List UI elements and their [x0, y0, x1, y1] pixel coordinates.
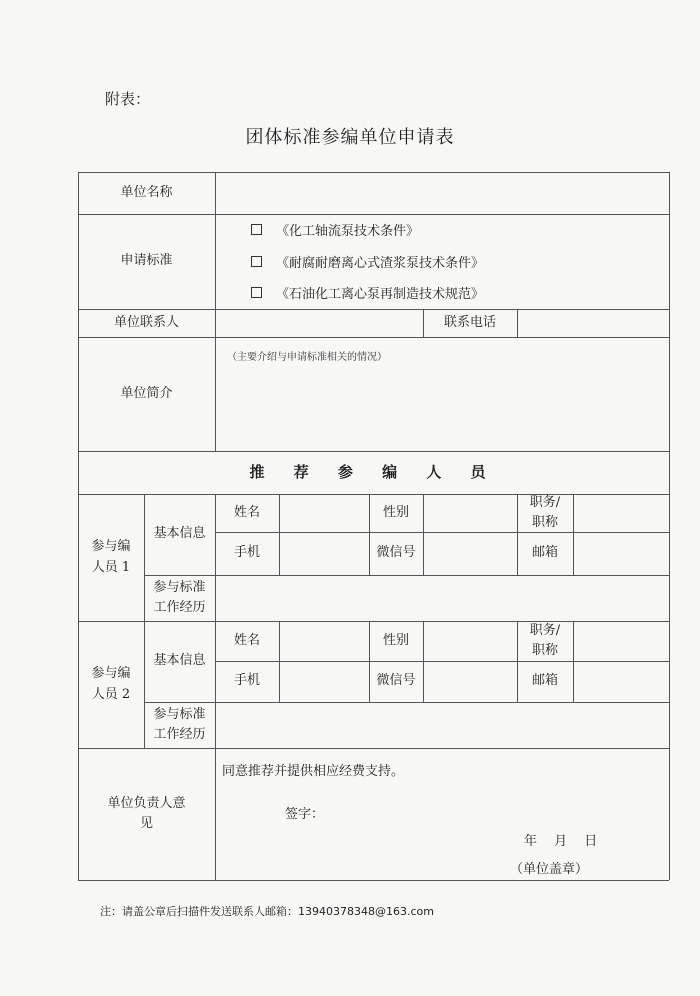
attachment-label: 附表： [105, 90, 151, 108]
experience-label [144, 575, 215, 621]
col-divider [423, 621, 424, 702]
col-divider [279, 621, 280, 702]
standard-option-label: 《耐腐耐磨离心式渣浆泵技术条件》 [276, 256, 485, 271]
footer-note: 注：请盖公章后扫描件发送联系人邮箱：13940378348@163.com [100, 905, 434, 918]
recommend-section-title [78, 451, 669, 494]
position-label-text: 职务/职称 [529, 494, 561, 530]
experience-label-text: 参与标准工作经历 [153, 706, 206, 742]
row-divider [144, 575, 669, 576]
form-border-bottom [78, 880, 669, 881]
position-label [517, 494, 573, 532]
signature-label: 签字： [285, 807, 325, 822]
mobile-label: 手机 [233, 673, 260, 689]
row-divider [215, 661, 669, 662]
member-2-label-text: 参与编人员 2 [91, 666, 131, 702]
opinion-label-text: 单位负责人意见 [107, 795, 186, 831]
col-divider [573, 494, 574, 575]
row-divider [144, 702, 669, 703]
member-1-label-text: 参与编人员 1 [91, 539, 131, 575]
email-label: 邮箱 [531, 545, 558, 561]
contact-phone-field[interactable] [518, 310, 668, 337]
col-divider [423, 494, 424, 575]
name-label: 姓名 [233, 632, 260, 648]
unit-name-field[interactable] [216, 173, 668, 214]
standard-option-1[interactable] [251, 220, 419, 239]
date-label: 年 月 日 [524, 834, 598, 849]
application-form [78, 172, 669, 880]
member-2-label [78, 621, 144, 748]
experience-label-text: 参与标准工作经历 [153, 579, 206, 615]
unit-intro-label: 单位简介 [120, 385, 173, 401]
seal-label: （单位盖章） [510, 862, 589, 877]
position-label-text: 职务/职称 [529, 622, 561, 658]
basic-info-label: 基本信息 [153, 653, 206, 669]
wechat-label: 微信号 [376, 545, 416, 561]
member-1-label [78, 494, 144, 621]
name-label: 姓名 [233, 504, 260, 520]
checkbox-icon[interactable] [251, 256, 262, 267]
gender-label: 性别 [382, 632, 409, 648]
mobile-label: 手机 [233, 545, 260, 561]
wechat-label: 微信号 [376, 673, 416, 689]
basic-info-label: 基本信息 [153, 526, 206, 542]
unit-intro-hint: （主要介绍与申请标准相关的情况） [227, 352, 387, 363]
row-divider [215, 532, 669, 533]
gender-label: 性别 [382, 504, 409, 520]
form-border-right [669, 172, 670, 880]
position-label [517, 621, 573, 661]
email-label: 邮箱 [531, 673, 558, 689]
contact-phone-label: 联系电话 [443, 314, 496, 330]
recommend-title-text: 推 荐 参 编 人 员 [249, 462, 498, 481]
standards-label: 申请标准 [120, 253, 173, 269]
form-title: 团体标准参编单位申请表 [245, 127, 455, 148]
unit-name-label: 单位名称 [120, 184, 173, 200]
checkbox-icon[interactable] [251, 224, 262, 235]
opinion-label [78, 748, 215, 880]
standard-option-label: 《化工轴流泵技术条件》 [276, 224, 420, 239]
agree-text: 同意推荐并提供相应经费支持。 [222, 764, 405, 779]
col-divider [279, 494, 280, 575]
experience-label [144, 702, 215, 748]
standard-option-label: 《石油化工离心泵再制造技术规范》 [276, 287, 485, 302]
contact-person-field[interactable] [216, 310, 422, 337]
contact-person-label: 单位联系人 [113, 314, 179, 330]
standard-option-3[interactable] [251, 283, 484, 302]
col-divider [573, 621, 574, 702]
checkbox-icon[interactable] [251, 287, 262, 298]
standard-option-2[interactable] [251, 252, 484, 271]
